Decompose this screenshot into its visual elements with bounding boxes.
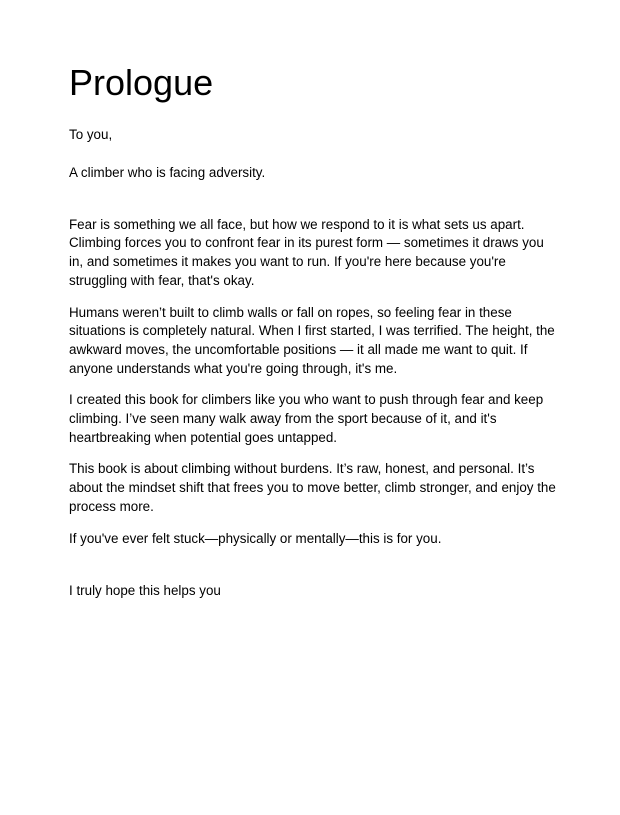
closing-line: I truly hope this helps you: [69, 583, 221, 599]
body-paragraph-1: Fear is something we all face, but how we respond to it is what sets us apart. Climbing forces you to confront fear in its purest form — sometimes it draws you in, and sometimes it makes you want to run. If you're here because you're struggling with fear, that's okay.: [69, 216, 544, 288]
page-title: Prologue: [69, 62, 214, 103]
salutation-line: To you,: [69, 127, 113, 143]
body-paragraph-3: I created this book for climbers like you who want to push through fear and keep climbing. I’ve seen many walk away from the sport because of it, and it's heartbreaking when potential goes untapped.: [69, 392, 544, 445]
body-paragraph-2: Humans weren’t built to climb walls or fall on ropes, so feeling fear in these situations is completely natural. When I first started, I was terrified. The height, the awkward moves, the uncomfortable positions — it all made me want to quit. If anyone understands what you're going through, it's me.: [69, 304, 555, 376]
body-paragraph-5: If you've ever felt stuck—physically or mentally—this is for you.: [69, 530, 442, 546]
dedication-line: A climber who is facing adversity.: [69, 165, 266, 181]
body-paragraph-4: This book is about climbing without burdens. It’s raw, honest, and personal. It’s about the mindset shift that frees you to move better, climb stronger, and enjoy the process more.: [69, 461, 556, 514]
document-page: [0, 63, 620, 815]
